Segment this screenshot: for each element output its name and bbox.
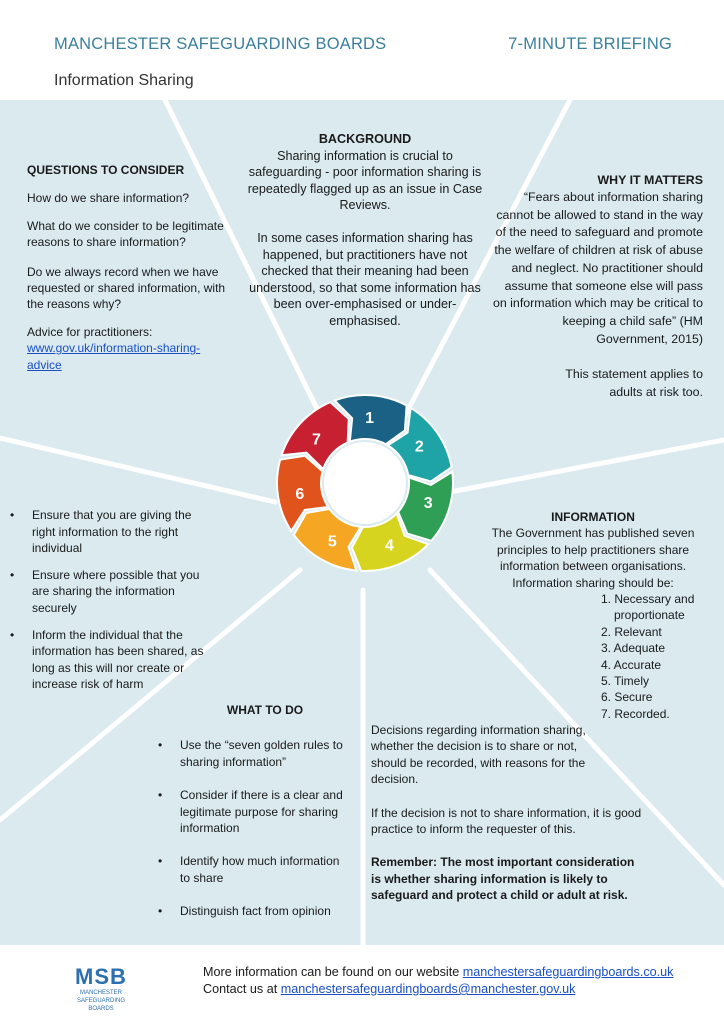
wheel-number-2: 2 <box>414 438 424 456</box>
decisions-section <box>371 722 661 904</box>
background-para-1: Sharing information is crucial to safeguarding - poor information sharing is repeatedly flagged up as an issue in Case Reviews. <box>247 148 483 213</box>
principles-list <box>601 591 711 722</box>
msb-logo-sub-2: BOARDS <box>88 1006 114 1012</box>
questions-section <box>27 162 242 373</box>
msb-logo-text: MSB <box>75 964 127 989</box>
principle-6: 6. Secure <box>601 690 653 705</box>
what-to-do-3: • Identify how much information to share <box>180 853 350 886</box>
principle-1: 1. Necessary and proportionate <box>601 592 695 623</box>
footer-line-1 <box>203 964 673 981</box>
email-link[interactable]: manchestersafeguardingboards@manchester.gov.uk <box>280 982 576 996</box>
wheel-number-5: 5 <box>327 533 337 551</box>
more-info-text: More information can be found on our website <box>203 965 463 979</box>
wheel-number-7: 7 <box>311 431 321 449</box>
footer-line-2 <box>203 981 673 998</box>
left-bullet-1: • Ensure that you are giving the right information to the right individual <box>32 507 206 557</box>
information-intro: The Government has published seven principles to help practitioners share information between organisations. Information sharing should be: <box>491 526 695 590</box>
why-note: This statement applies to adults at risk too. <box>565 367 703 400</box>
footer-contact <box>203 964 673 998</box>
principle-2: 2. Relevant <box>601 624 662 639</box>
advice-label: Advice for practitioners: <box>27 324 153 339</box>
information-title: INFORMATION <box>551 510 635 524</box>
why-quote-box <box>488 189 703 402</box>
background-title: BACKGROUND <box>318 132 412 146</box>
background-section <box>245 131 485 330</box>
decisions-para-2: If the decision is not to share information, it is good practice to inform the requester of this. <box>371 805 642 837</box>
decisions-para-1: Decisions regarding information sharing, whether the decision is to share or not, should be recorded, with reasons for the decision. <box>371 723 586 787</box>
what-to-do-title: WHAT TO DO <box>226 703 304 717</box>
contact-text: Contact us at <box>203 982 281 996</box>
wheel-number-4: 4 <box>384 537 394 555</box>
wheel-number-1: 1 <box>365 410 375 428</box>
question-3: Do we always record when we have requested or shared information, with the reasons why? <box>27 264 226 312</box>
questions-title: QUESTIONS TO CONSIDER <box>27 163 185 177</box>
question-1: How do we share information? <box>27 191 190 206</box>
principle-5: 5. Timely <box>601 674 650 689</box>
left-bullet-2: • Ensure where possible that you are sharing the information securely <box>32 567 206 617</box>
website-link[interactable]: manchestersafeguardingboards.co.uk <box>462 965 674 979</box>
msb-logo-sub-1: MANCHESTER SAFEGUARDING <box>76 990 125 1004</box>
background-para-2: In some cases information sharing has happened, but practitioners have not checked that their meaning had been understood, so that some information has been over-emphasised or under-emphasised. <box>249 230 481 328</box>
wheel-number-6: 6 <box>295 486 305 504</box>
page-title: Information Sharing <box>54 72 194 89</box>
why-quote: “Fears about information sharing cannot be allowed to stand in the way of the need to safeguard and promote the welfare of children at risk of abuse and neglect. No practitioner should assume that someone else will pass on information which may be critical to keeping a child safe” (HM Government, 2015) <box>492 190 703 346</box>
principle-4: 4. Accurate <box>601 657 662 672</box>
briefing-panel <box>0 100 724 945</box>
why-title: WHY IT MATTERS <box>597 173 703 187</box>
wheel-number-3: 3 <box>423 495 433 513</box>
what-to-do-2: • Consider if there is a clear and legitimate purpose for sharing information <box>180 787 350 836</box>
what-to-do-section <box>160 702 350 930</box>
org-title: MANCHESTER SAFEGUARDING BOARDS <box>54 35 387 53</box>
what-to-do-1: • Use the “seven golden rules to sharing information” <box>180 737 350 770</box>
wheel-center <box>324 442 406 524</box>
left-bullets <box>10 507 206 703</box>
advice-link[interactable]: www.gov.uk/information-sharing-advice <box>27 341 201 372</box>
msb-logo <box>56 965 146 1013</box>
question-2: What do we consider to be legitimate reasons to share information? <box>27 218 224 250</box>
left-bullet-3: • Inform the individual that the information has been shared, as long as this will nor create or increase risk of harm <box>32 627 206 693</box>
why-section <box>505 172 703 190</box>
briefing-label: 7-MINUTE BRIEFING <box>508 35 672 53</box>
decisions-remember: Remember: The most important consideration is whether sharing information is likely to safeguard and protect a child or adult at risk. <box>371 855 635 903</box>
information-section <box>478 509 708 591</box>
principle-3: 3. Adequate <box>601 641 666 656</box>
principle-7: 7. Recorded. <box>601 706 670 721</box>
what-to-do-4: • Distinguish fact from opinion <box>180 903 350 919</box>
